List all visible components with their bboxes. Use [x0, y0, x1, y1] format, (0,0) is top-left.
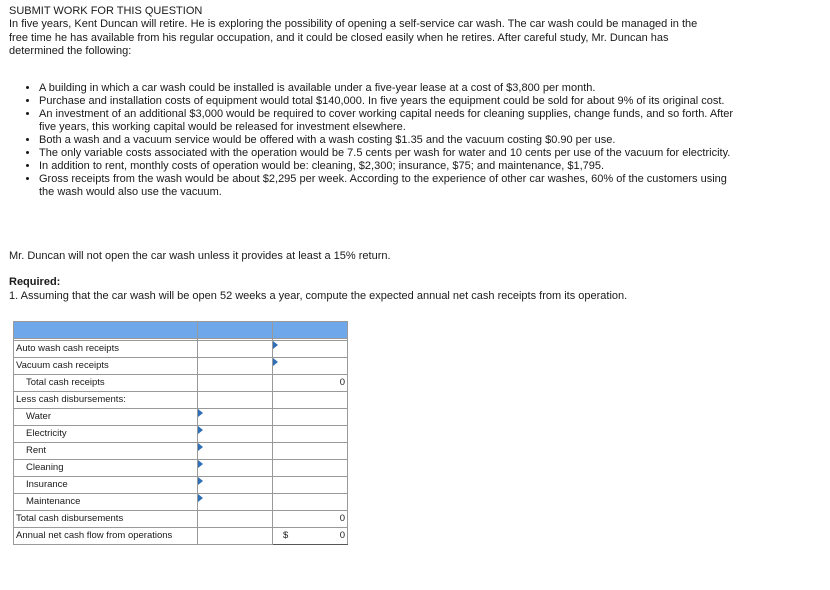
input-marker-icon	[198, 460, 203, 468]
rent-amount-input[interactable]	[198, 443, 273, 460]
annual-net-cell	[273, 528, 348, 545]
maintenance-amount-input[interactable]	[198, 494, 273, 511]
input-marker-icon	[198, 426, 203, 434]
table-row	[14, 409, 348, 426]
fact-item: • In addition to rent, monthly costs of operation would be: cleaning, $2,300; insurance, $75; and maintenance, $1,795.	[39, 160, 744, 173]
table-row	[14, 511, 348, 528]
row-label-vacuum: Vacuum cash receipts	[14, 358, 198, 375]
required-text: 1. Assuming that the car wash will be open 52 weeks a year, compute the expected annual net cash receipts from its operation.	[9, 290, 628, 302]
input-marker-icon	[198, 477, 203, 485]
annual-net-value: 0	[339, 530, 345, 541]
fact-item: • A building in which a car wash could be installed is available under a five-year lease at a cost of $3,800 per month.	[39, 82, 744, 95]
input-marker-icon	[198, 409, 203, 417]
row-label-maintenance: Maintenance	[14, 494, 198, 511]
required-title: Required:	[9, 276, 61, 288]
table-row	[14, 460, 348, 477]
worksheet-header-row	[14, 322, 348, 339]
row-label-auto-wash: Auto wash cash receipts	[14, 341, 198, 358]
table-row	[14, 494, 348, 511]
table-row	[14, 426, 348, 443]
cleaning-amount-input[interactable]	[198, 460, 273, 477]
row-label-water: Water	[14, 409, 198, 426]
table-row	[14, 358, 348, 375]
row-label-insurance: Insurance	[14, 477, 198, 494]
input-marker-icon	[273, 358, 278, 366]
row-label-total-disbursements: Total cash disbursements	[14, 511, 198, 528]
auto-wash-total-cell[interactable]	[273, 341, 348, 358]
row-label-cleaning: Cleaning	[14, 460, 198, 477]
electricity-amount-input[interactable]	[198, 426, 273, 443]
total-disbursements-value: 0	[273, 511, 348, 528]
fact-item: • Gross receipts from the wash would be about $2,295 per week. According to the experience of other car washes, 60% of the customers using the wash would also use the vacuum.	[39, 173, 744, 199]
fact-item: • Both a wash and a vacuum service would be offered with a wash costing $1.35 and the vacuum costing $0.90 per use.	[39, 134, 744, 147]
input-marker-icon	[198, 494, 203, 502]
fact-item: • An investment of an additional $3,000 would be required to cover working capital needs for cleaning supplies, change funds, and so forth. After five years, this working capital would be released for investment elsewhere.	[39, 108, 744, 134]
currency-symbol: $	[283, 530, 289, 541]
insurance-amount-input[interactable]	[198, 477, 273, 494]
row-label-annual-net: Annual net cash flow from operations	[14, 528, 198, 545]
fact-item: • The only variable costs associated with the operation would be 7.5 cents per wash for water and 10 cents per use of the vacuum for electricity.	[39, 147, 744, 160]
row-label-electricity: Electricity	[14, 426, 198, 443]
input-marker-icon	[198, 443, 203, 451]
total-receipts-value: 0	[273, 375, 348, 392]
row-label-less-disbursements: Less cash disbursements:	[14, 392, 198, 409]
input-marker-icon	[273, 341, 278, 349]
table-row	[14, 392, 348, 409]
fact-item: • Purchase and installation costs of equipment would total $140,000. In five years the equipment could be sold for about 9% of its original cost.	[39, 95, 744, 108]
row-label-total-receipts: Total cash receipts	[14, 375, 198, 392]
submit-heading: SUBMIT WORK FOR THIS QUESTION	[9, 5, 203, 17]
vacuum-amount-input[interactable]	[198, 358, 273, 375]
table-row	[14, 375, 348, 392]
row-label-rent: Rent	[14, 443, 198, 460]
auto-wash-amount-input[interactable]	[198, 341, 273, 358]
table-row	[14, 443, 348, 460]
intro-paragraph: In five years, Kent Duncan will retire. He is exploring the possibility of opening a self-service car wash. The car wash could be managed in the free time he has available from his regular occupation, and it could be closed easily when he retires. After careful study, Mr. Duncan has determined the following:	[9, 18, 698, 57]
vacuum-total-cell[interactable]	[273, 358, 348, 375]
table-row	[14, 341, 348, 358]
facts-list	[9, 82, 744, 199]
return-note: Mr. Duncan will not open the car wash unless it provides at least a 15% return.	[9, 250, 391, 262]
table-row	[14, 477, 348, 494]
table-row	[14, 528, 348, 545]
cash-flow-worksheet	[13, 321, 348, 545]
water-amount-input[interactable]	[198, 409, 273, 426]
